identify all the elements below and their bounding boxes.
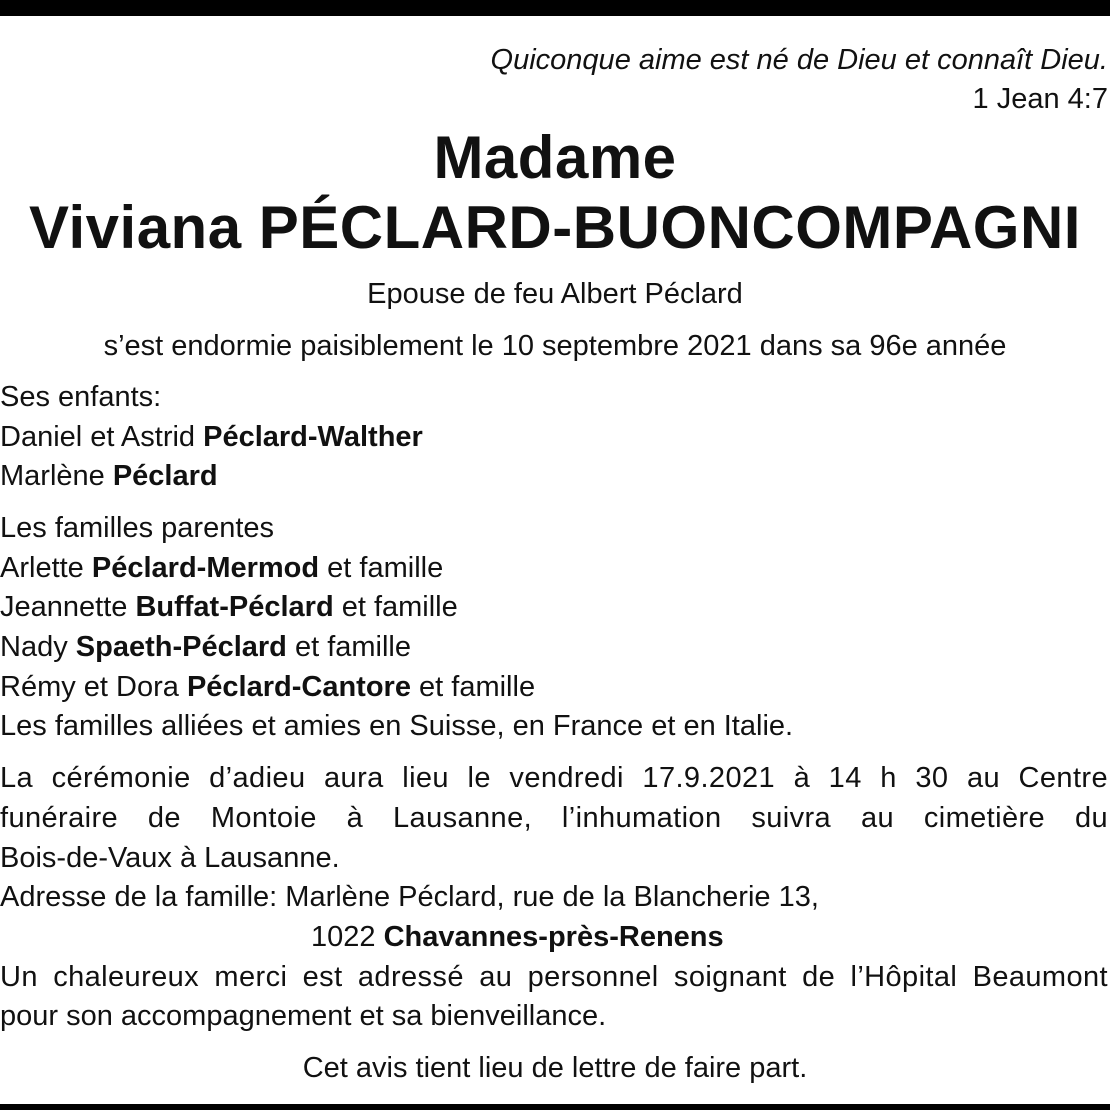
relative-line: Nady Spaeth-Péclard et famille	[0, 631, 412, 663]
death-line: s’est endormie paisiblement le 10 septembre 2021 dans sa 96e année	[103, 330, 1007, 362]
ceremony-line: La cérémonie d’adieu aura lieu le vendredi 17.9.2021 à 14 h 30 au Centre	[0, 762, 1108, 794]
relative-line: Rémy et Dora Péclard-Cantore et famille	[0, 671, 536, 703]
surname: Péclard	[112, 460, 218, 492]
closing-note: Cet avis tient lieu de lettre de faire part.	[302, 1052, 808, 1084]
thanks-line: Un chaleureux merci est adressé au personnel soignant de l’Hôpital Beaumont	[0, 961, 1108, 993]
salutation: Madame	[433, 124, 677, 191]
surname: Péclard-Walther	[203, 421, 423, 453]
surname: Spaeth-Péclard	[75, 631, 287, 663]
relative-line: Arlette Péclard-Mermod et famille	[0, 552, 444, 584]
spouse-line: Epouse de feu Albert Péclard	[367, 278, 743, 310]
relatives-closing: Les familles alliées et amies en Suisse, en France et en Italie.	[0, 710, 794, 742]
top-rule	[0, 0, 1110, 16]
verse-quote: Quiconque aime est né de Dieu et connaît Dieu.	[490, 44, 1108, 76]
child-line: Daniel et Astrid Péclard-Walther	[0, 421, 423, 453]
surname: Péclard-Mermod	[91, 552, 320, 584]
deceased-name: Viviana PÉCLARD-BUONCOMPAGNI	[29, 194, 1081, 261]
relatives-heading: Les familles parentes	[0, 512, 275, 544]
relative-line: Jeannette Buffat-Péclard et famille	[0, 591, 458, 623]
address-line: Adresse de la famille: Marlène Péclard, rue de la Blancherie 13,	[0, 881, 819, 913]
surname: Péclard-Cantore	[186, 671, 411, 703]
ceremony-line: Bois-de-Vaux à Lausanne.	[0, 842, 340, 874]
children-heading: Ses enfants:	[0, 381, 162, 413]
city: Chavannes-près-Renens	[383, 921, 724, 953]
bottom-rule	[0, 1104, 1110, 1110]
thanks-line: pour son accompagnement et sa bienveillance.	[0, 1000, 607, 1032]
child-line: Marlène Péclard	[0, 460, 218, 492]
verse-reference: 1 Jean 4:7	[972, 83, 1108, 115]
address-city-line: 1022 Chavannes-près-Renens	[311, 921, 724, 953]
ceremony-line: funéraire de Montoie à Lausanne, l’inhumation suivra au cimetière du	[0, 802, 1108, 834]
surname: Buffat-Péclard	[135, 591, 334, 623]
